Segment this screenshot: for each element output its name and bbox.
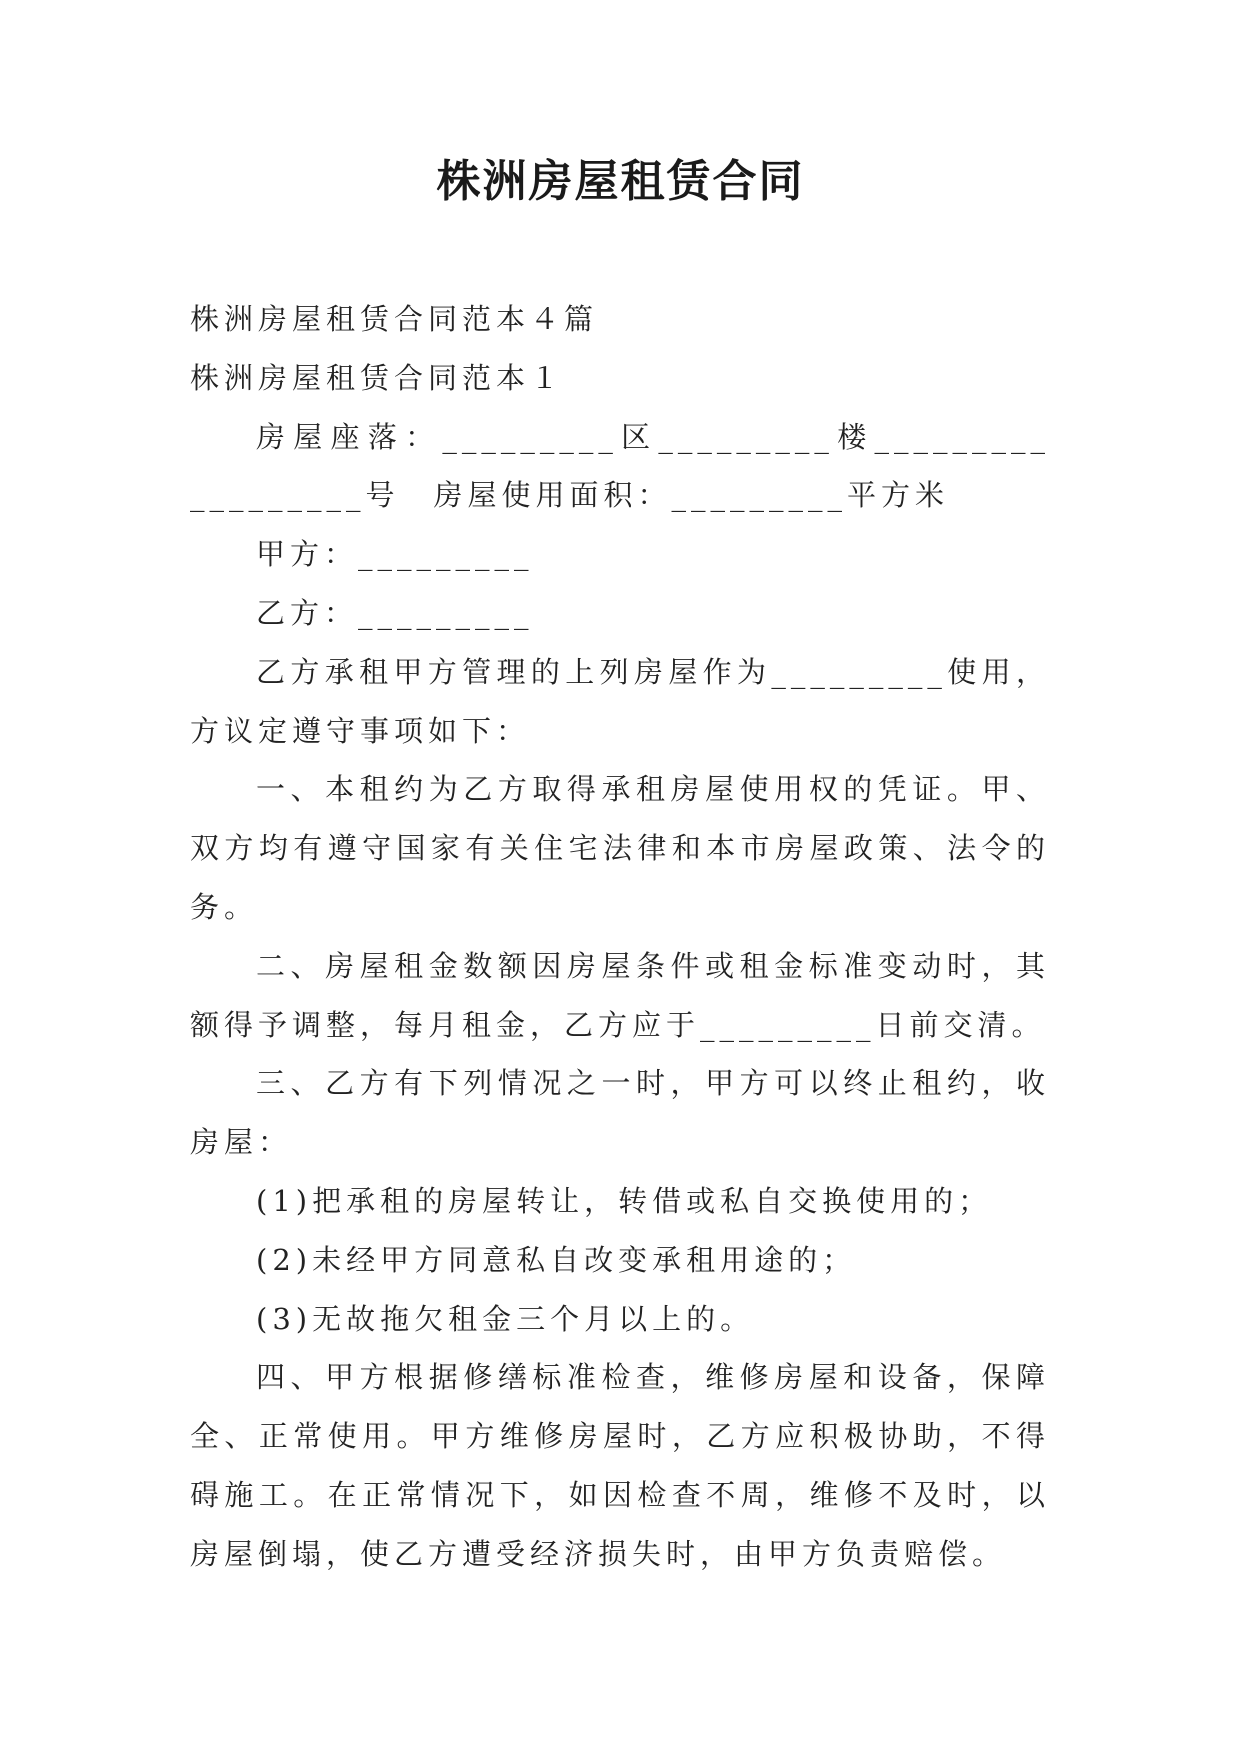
document-line: 甲方：_________ [256,537,534,572]
document-line: _________号 房屋使用面积：_________平方米 [190,478,950,513]
document-line: 三、乙方有下列情况之一时，甲方可以终止租约，收 [256,1066,1050,1101]
document-line: 一、本租约为乙方取得承租房屋使用权的凭证。甲、 [256,772,1050,807]
document-line: 株洲房屋租赁合同范本１ [190,360,565,395]
document-line: 房屋： [190,1125,293,1160]
document-line: 额得予调整，每月租金，乙方应于_________日前交清。 [190,1007,1046,1042]
document-line: 乙方承租甲方管理的上列房屋作为_________使用， [256,654,1050,689]
document-line: 双方均有遵守国家有关住宅法律和本市房屋政策、法令的 [190,831,1050,866]
document-line: 四、甲方根据修缮标准检查，维修房屋和设备，保障 [256,1360,1050,1395]
document-line: 碍施工。在正常情况下，如因检查不周，维修不及时，以 [190,1477,1050,1512]
document-line: 方议定遵守事项如下： [190,713,531,748]
document-line: 二、房屋租金数额因房屋条件或租金标准变动时，其 [256,948,1050,983]
document-line: (3)无故拖欠租金三个月以上的。 [256,1301,755,1336]
document-body [190,290,1050,1584]
document-line: 全、正常使用。甲方维修房屋时，乙方应积极协助，不得 [190,1419,1050,1454]
document-line: 房屋倒塌，使乙方遭受经济损失时，由甲方负责赔偿。 [190,1536,1007,1571]
document-line: (2)未经甲方同意私自改变承租用途的； [256,1242,857,1277]
document-line: 乙方：_________ [256,595,534,630]
document-title: 株洲房屋租赁合同 [436,156,805,207]
document-line: 株洲房屋租赁合同范本４篇 [190,302,599,336]
document-line: 务。 [190,889,259,924]
document-line: (1)把承租的房屋转让，转借或私自交换使用的； [256,1183,993,1218]
document-line: 房屋座落：_________区_________楼_________ [256,419,1050,454]
